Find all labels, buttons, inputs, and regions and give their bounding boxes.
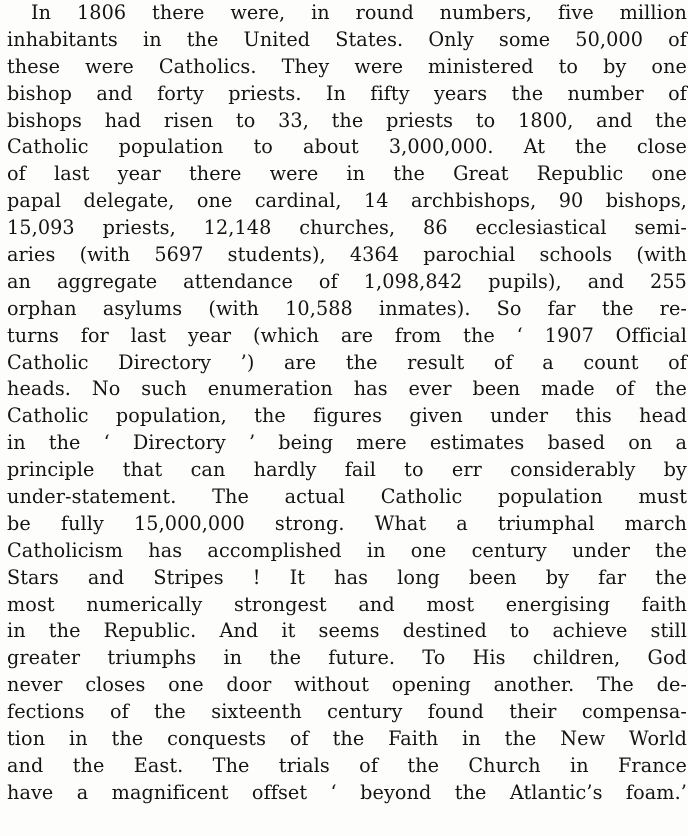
text-line: orphan asylums (with 10,588 inmates). So far the re- <box>7 296 687 320</box>
text-line: these were Catholics. They were ministered to by one <box>7 54 687 78</box>
text-line: tion in the conquests of the Faith in the New World <box>7 727 687 751</box>
text-line: bishop and forty priests. In fifty years the number of <box>7 81 687 105</box>
text-line: aries (with 5697 students), 4364 parochial schools (with <box>7 243 687 267</box>
text-line: In 1806 there were, in round numbers, five million <box>31 1 687 24</box>
text-line: principle that can hardly fail to err considerably by <box>7 458 687 482</box>
text-line: fections of the sixteenth century found their compensa- <box>7 700 687 724</box>
text-line: in the Republic. And it seems destined to achieve still <box>7 619 687 643</box>
body-paragraph <box>7 0 687 807</box>
text-line: Catholic population to about 3,000,000. At the close <box>7 135 687 159</box>
text-line: 15,093 priests, 12,148 churches, 86 ecclesiastical semi- <box>7 216 687 240</box>
text-line: bishops had risen to 33, the priests to 1800, and the <box>7 108 687 132</box>
text-line: papal delegate, one cardinal, 14 archbishops, 90 bishops, <box>7 189 687 213</box>
text-line: most numerically strongest and most energising faith <box>7 592 687 616</box>
text-line: Catholic population, the figures given under this head <box>7 404 687 428</box>
text-line: Stars and Stripes ! It has long been by far the <box>7 565 687 589</box>
text-line: an aggregate attendance of 1,098,842 pupils), and 255 <box>7 269 687 293</box>
text-line: greater triumphs in the future. To His children, God <box>7 646 687 670</box>
text-line: inhabitants in the United States. Only some 50,000 of <box>7 27 687 51</box>
text-line: Catholic Directory ’) are the result of a count of <box>7 350 687 374</box>
text-line: be fully 15,000,000 strong. What a triumphal march <box>7 511 687 535</box>
text-line: Catholicism has accomplished in one century under the <box>7 538 687 562</box>
text-line: heads. No such enumeration has ever been made of the <box>7 377 687 401</box>
text-line: turns for last year (which are from the ‘ 1907 Official <box>7 323 687 347</box>
text-line: in the ‘ Directory ’ being mere estimates based on a <box>7 431 687 455</box>
text-line: have a magnificent offset ‘ beyond the Atlantic’s foam.’ <box>7 780 687 804</box>
text-line: under-statement. The actual Catholic population must <box>7 485 687 509</box>
text-line: and the East. The trials of the Church in France <box>7 753 687 777</box>
text-line: of last year there were in the Great Republic one <box>7 162 687 186</box>
text-line: never closes one door without opening another. The de- <box>7 673 687 697</box>
